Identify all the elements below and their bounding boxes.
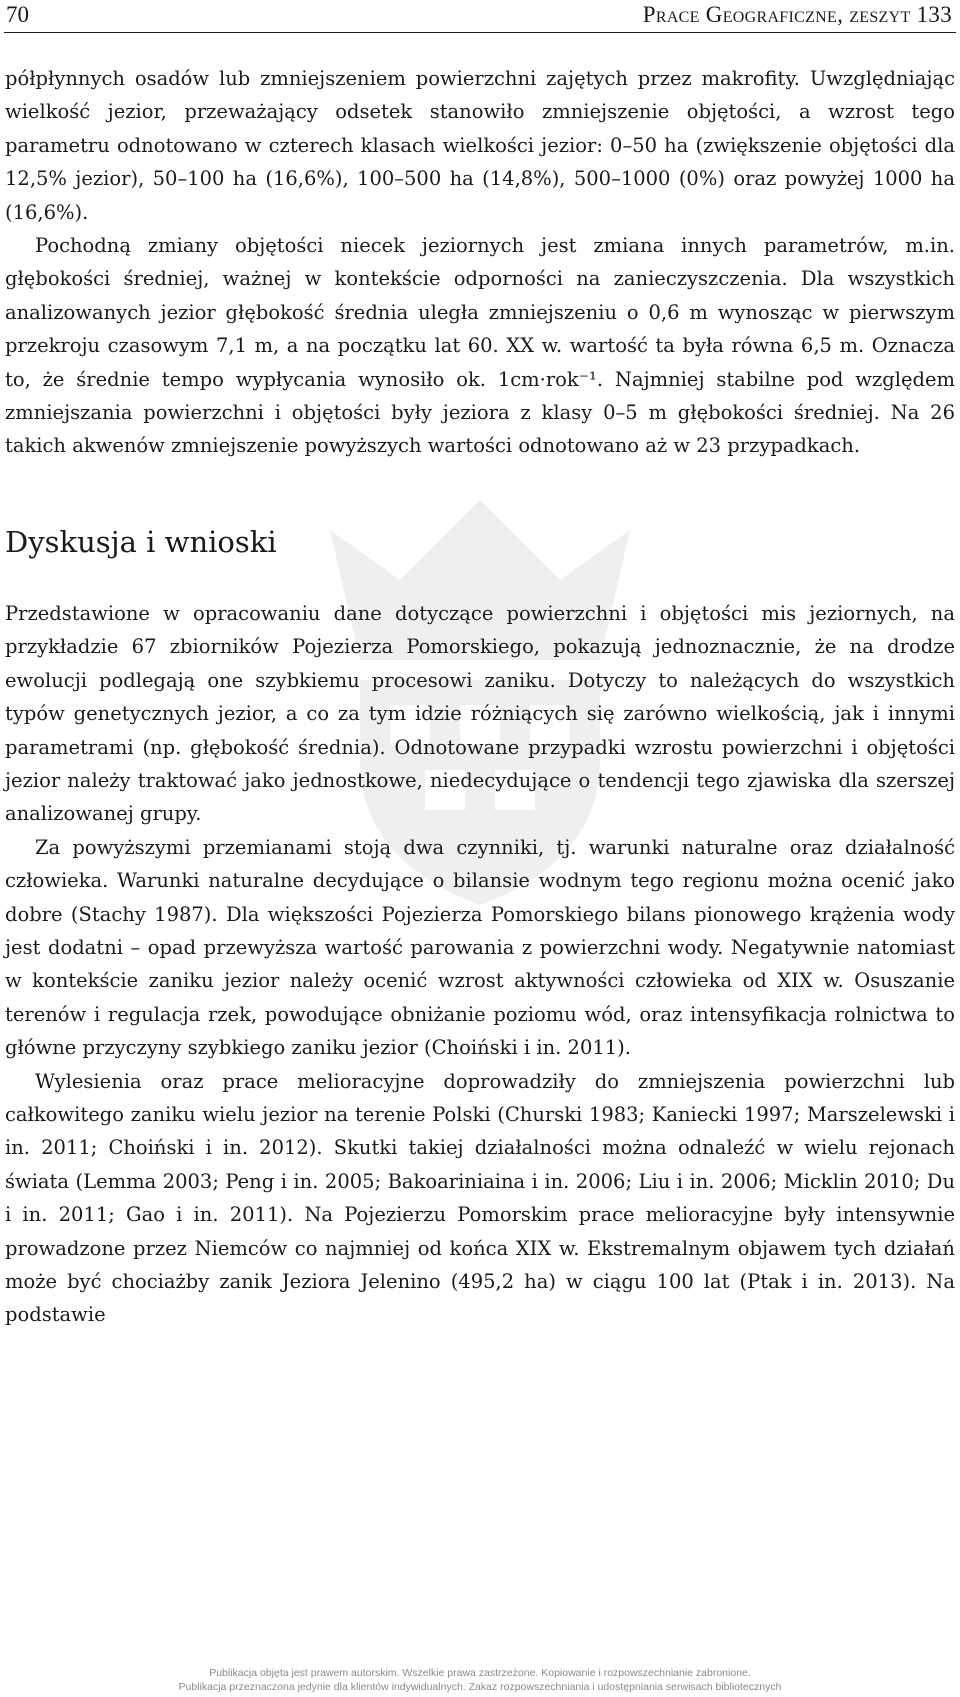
section-heading: Dyskusja i wnioski	[5, 524, 277, 559]
page-number: 70	[6, 2, 29, 27]
copyright-notice-line-2: Publikacja przeznaczona jedynie dla klientów indywidualnych. Zakaz rozpowszechniania i udostępniania serwisach bibliotecznych	[178, 1681, 782, 1693]
paragraph-5: Wylesienia oraz prace melioracyjne doprowadziły do zmniejszenia powierzchni lub całkowitego zaniku wielu jezior na terenie Polski (Churski 1983; Kaniecki 1997; Marszelewski i in. 2011; Choiński i in. 2012). Skutki takiej działalności można odnaleźć w wielu rejonach świata (Lemma 2003; Peng i in. 2005; Bakoariniaina i in. 2006; Liu i in. 2006; Micklin 2010; Du i in. 2011; Gao i in. 2011). Na Pojezierzu Pomorskim prace melioracyjne były intensywnie prowadzone przez Niemców co najmniej od końca XIX w. Ekstremalnym objawem tych działań może być chociażby zanik Jeziora Jelenino (495,2 ha) w ciągu 100 lat (Ptak i in. 2013). Na podstawie	[5, 1069, 955, 1327]
paragraph-1: półpłynnych osadów lub zmniejszeniem powierzchni zajętych przez makrofity. Uwzględniając wielkość jezior, przeważający odsetek stanowiło zmniejszenie objętości, a wzrost tego parametru odnotowano w czterech klasach wielkości jezior: 0–50 ha (zwiększenie objętości dla 12,5% jezior), 50–100 ha (16,6%), 100–500 ha (14,8%), 500–1000 (0%) oraz powyżej 1000 ha (16,6%).	[5, 67, 955, 224]
copyright-notice-line-1: Publikacja objęta jest prawem autorskim. Wszelkie prawa zastrzeżone. Kopiowanie i rozpowszechnianie zabronione.	[209, 1667, 751, 1679]
running-title: Prace Geograficzne, zeszyt 133	[642, 2, 952, 27]
page-header	[4, 2, 956, 33]
paragraph-2: Pochodną zmiany objętości niecek jeziornych jest zmiana innych parametrów, m.in. głębokości średniej, ważnej w kontekście odporności na zanieczyszczenia. Dla wszystkich analizowanych jezior głębokość średnia uległa zmniejszeniu o 0,6 m wynosząc w pierwszym przekroju czasowym 7,1 m, a na początku lat 60. XX w. wartość ta była równa 6,5 m. Oznacza to, że średnie tempo wypłycania wynosiło ok. 1cm·rok⁻¹. Najmniej stabilne pod względem zmniejszania powierzchni i objętości były jeziora z klasy 0–5 m głębokości średniej. Na 26 takich akwenów zmniejszenie powyższych wartości odnotowano aż w 23 przypadkach.	[5, 234, 955, 458]
paragraph-4: Za powyższymi przemianami stoją dwa czynniki, tj. warunki naturalne oraz działalność człowieka. Warunki naturalne decydujące o bilansie wodnym tego regionu można ocenić jako dobre (Stachy 1987). Dla większości Pojezierza Pomorskiego bilans pionowego krążenia wody jest dodatni – opad przewyższa wartość parowania z powierzchni wody. Negatywnie natomiast w kontekście zaniku jezior należy ocenić wzrost aktywności człowieka od XIX w. Osuszanie terenów i regulacja rzek, powodujące obniżanie poziomu wód, oraz intensyfikacja rolnictwa to główne przyczyny szybkiego zaniku jezior (Choiński i in. 2011).	[5, 835, 955, 1060]
main-text	[5, 62, 955, 1332]
paragraph-3: Przedstawione w opracowaniu dane dotyczące powierzchni i objętości mis jeziornych, na przykładzie 67 zbiorników Pojezierza Pomorskiego, pokazują jednoznacznie, że na drodze ewolucji podlegają one szybkiemu procesowi zaniku. Dotyczy to należących do wszystkich typów genetycznych jezior, a co za tym idzie różniących się zarówno wielkością, jak i innymi parametrami (np. głębokość średnia). Odnotowane przypadki wzrostu powierzchni i objętości jezior należy traktować jako jednostkowe, niedecydujące o tendencji tego zjawiska dla szerszej analizowanej grupy.	[5, 601, 955, 826]
